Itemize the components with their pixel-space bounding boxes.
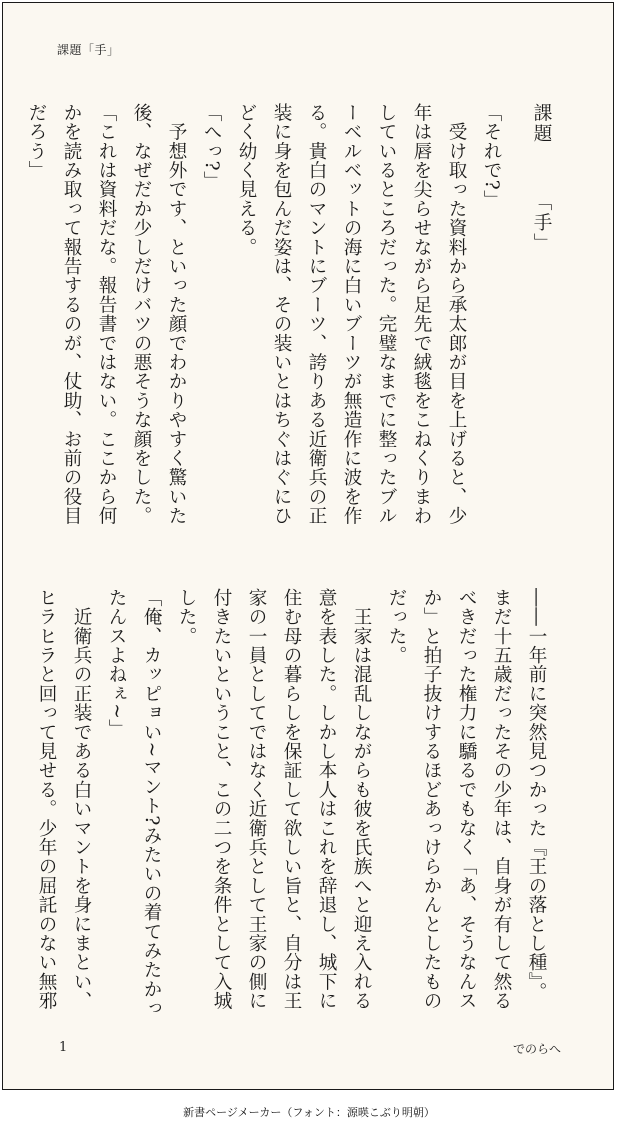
lower-text-block xyxy=(29,588,554,1020)
upper-text-block xyxy=(19,103,509,535)
paragraph: 「俺、カッピョい~マント?みたいの着てみたかったんスよねぇ~」 xyxy=(106,588,162,1018)
chapter-title xyxy=(524,103,559,535)
paragraph: 「これは資料だな。報告書ではない。ここから何かを読み取って報告するのが、仗助、お前の役目だろう」 xyxy=(26,103,117,526)
title-part-2: 「手」 xyxy=(531,192,552,255)
book-page xyxy=(2,2,614,1090)
paragraph: ――一年前に突然見つかった『王の落とし種』。まだ十五歳だったその少年は、自身が有して然るべきだった権力に驕るでもなく「あ、そうなんスか」と拍子抜けするほどあっけらかんとしたものだった。 xyxy=(386,588,547,1011)
paragraph: 王家は混乱しながらも彼を氏族へと迎え入れる意を表した。しかし本人はこれを辞退し、城下に住む母の暮らしを保証して欲しい旨と、自分は王家の一員としてではなく近衛兵として王家の側に付きたいということ、この二つを条件として入城した。 xyxy=(176,588,372,1011)
author-name: でのらへ xyxy=(512,1042,561,1056)
paragraph: 予想外です、といった顔でわかりやすく驚いた後、なぜだか少しだけバツの悪そうな顔をした。 xyxy=(131,103,187,526)
paragraph: 受け取った資料から承太郎が目を上げると、少年は唇を尖らせながら足先で絨毯をこねくりまわしているところだった。完璧なまでに整ったブルーベルベットの海に白いブーツが無造作に波を作る。貴白のマントにブーツ、誇りある近衛兵の正装に身を包んだ姿は、その装いとはちぐはぐにひどく幼く見える。 xyxy=(236,103,467,526)
paragraph: 近衛兵の正装である白いマントを身にまとい、ヒラヒラと回って見せる。少年の屈託のない無邪 xyxy=(36,588,92,1011)
title-part-1: 課題 xyxy=(531,103,552,145)
paragraph: 「それで?」 xyxy=(481,103,502,210)
running-header: 課題「手」 xyxy=(57,43,120,57)
generator-caption: 新書ページメーカー（フォント：源暎こぶり明朝） xyxy=(183,1106,435,1119)
paragraph: 「へっ?」 xyxy=(201,103,222,191)
page-number: 1 xyxy=(59,1040,68,1055)
